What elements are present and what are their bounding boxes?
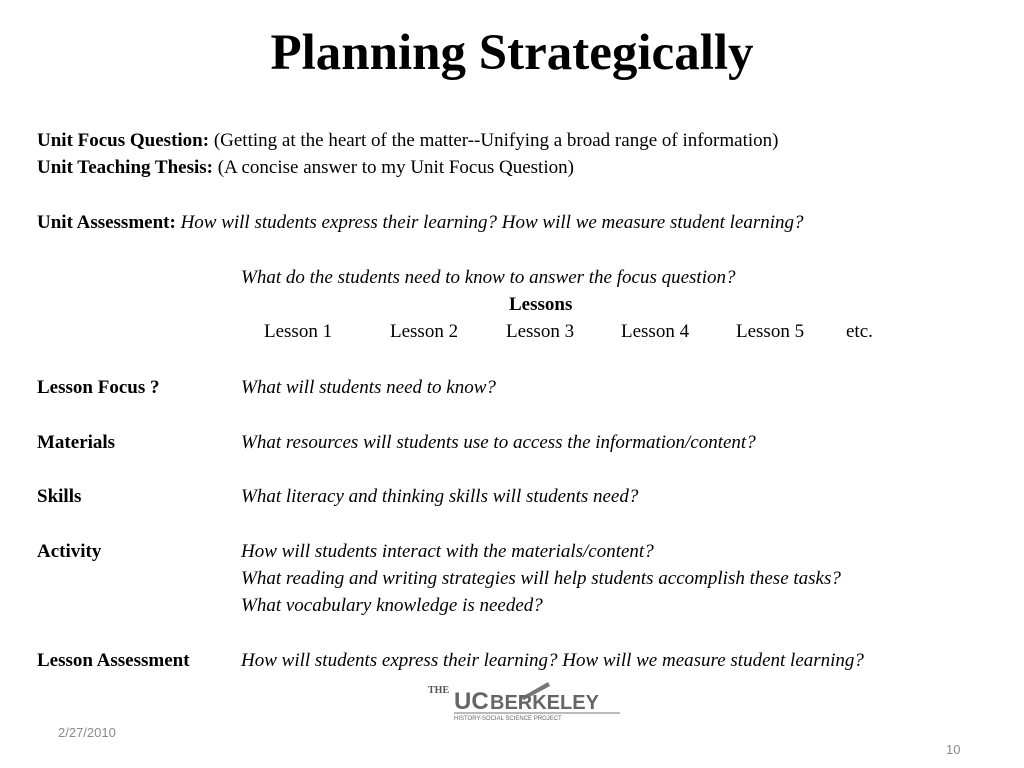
lesson-item: etc. [846, 321, 873, 342]
lessons-heading: Lessons [509, 294, 573, 315]
lesson-item: Lesson 4 [621, 321, 690, 342]
footer-date: 2/27/2010 [58, 725, 116, 740]
unit-thesis-text: (A concise answer to my Unit Focus Question) [217, 157, 574, 178]
logo-the: THE [428, 685, 450, 696]
row-label-activity: Activity [37, 541, 102, 562]
row-text-activity-3: What vocabulary knowledge is needed? [241, 595, 543, 616]
unit-assessment-label: Unit Assessment: [37, 212, 176, 233]
row-text-lesson-assessment: How will students express their learning? How will we measure student learning? [241, 650, 864, 671]
row-text-lesson-focus: What will students need to know? [241, 377, 496, 398]
lesson-item: Lesson 2 [390, 321, 459, 342]
unit-thesis-label: Unit Teaching Thesis: [37, 157, 213, 178]
slide-title: Planning Strategically [270, 25, 754, 81]
unit-focus-text: (Getting at the heart of the matter--Unifying a broad range of information) [213, 130, 779, 151]
lesson-item: Lesson 1 [264, 321, 333, 342]
logo-subtitle: HISTORY-SOCIAL SCIENCE PROJECT [454, 716, 562, 722]
row-text-materials: What resources will students use to access the information/content? [241, 432, 756, 453]
need-to-know-question: What do the students need to know to answer the focus question? [241, 267, 736, 288]
row-text-skills: What literacy and thinking skills will students need? [241, 486, 639, 507]
uc-berkeley-logo [424, 676, 624, 722]
lesson-item: Lesson 5 [736, 321, 805, 342]
row-text-activity-2: What reading and writing strategies will help students accomplish these tasks? [241, 568, 841, 589]
row-text-activity-1: How will students interact with the materials/content? [241, 541, 654, 562]
unit-focus-question [37, 129, 778, 153]
lesson-item: Lesson 3 [506, 321, 575, 342]
logo-uc: UC [454, 688, 489, 715]
unit-assessment [37, 211, 804, 235]
unit-assessment-text: How will students express their learning? How will we measure student learning? [180, 212, 804, 233]
row-label-lesson-focus: Lesson Focus ? [37, 377, 160, 398]
page-number: 10 [946, 742, 961, 757]
unit-teaching-thesis [37, 156, 574, 180]
row-label-materials: Materials [37, 432, 116, 453]
logo-berkeley: BERKELEY [490, 692, 599, 714]
row-label-skills: Skills [37, 486, 82, 507]
unit-focus-label: Unit Focus Question: [37, 130, 210, 151]
row-label-lesson-assessment: Lesson Assessment [37, 650, 190, 671]
